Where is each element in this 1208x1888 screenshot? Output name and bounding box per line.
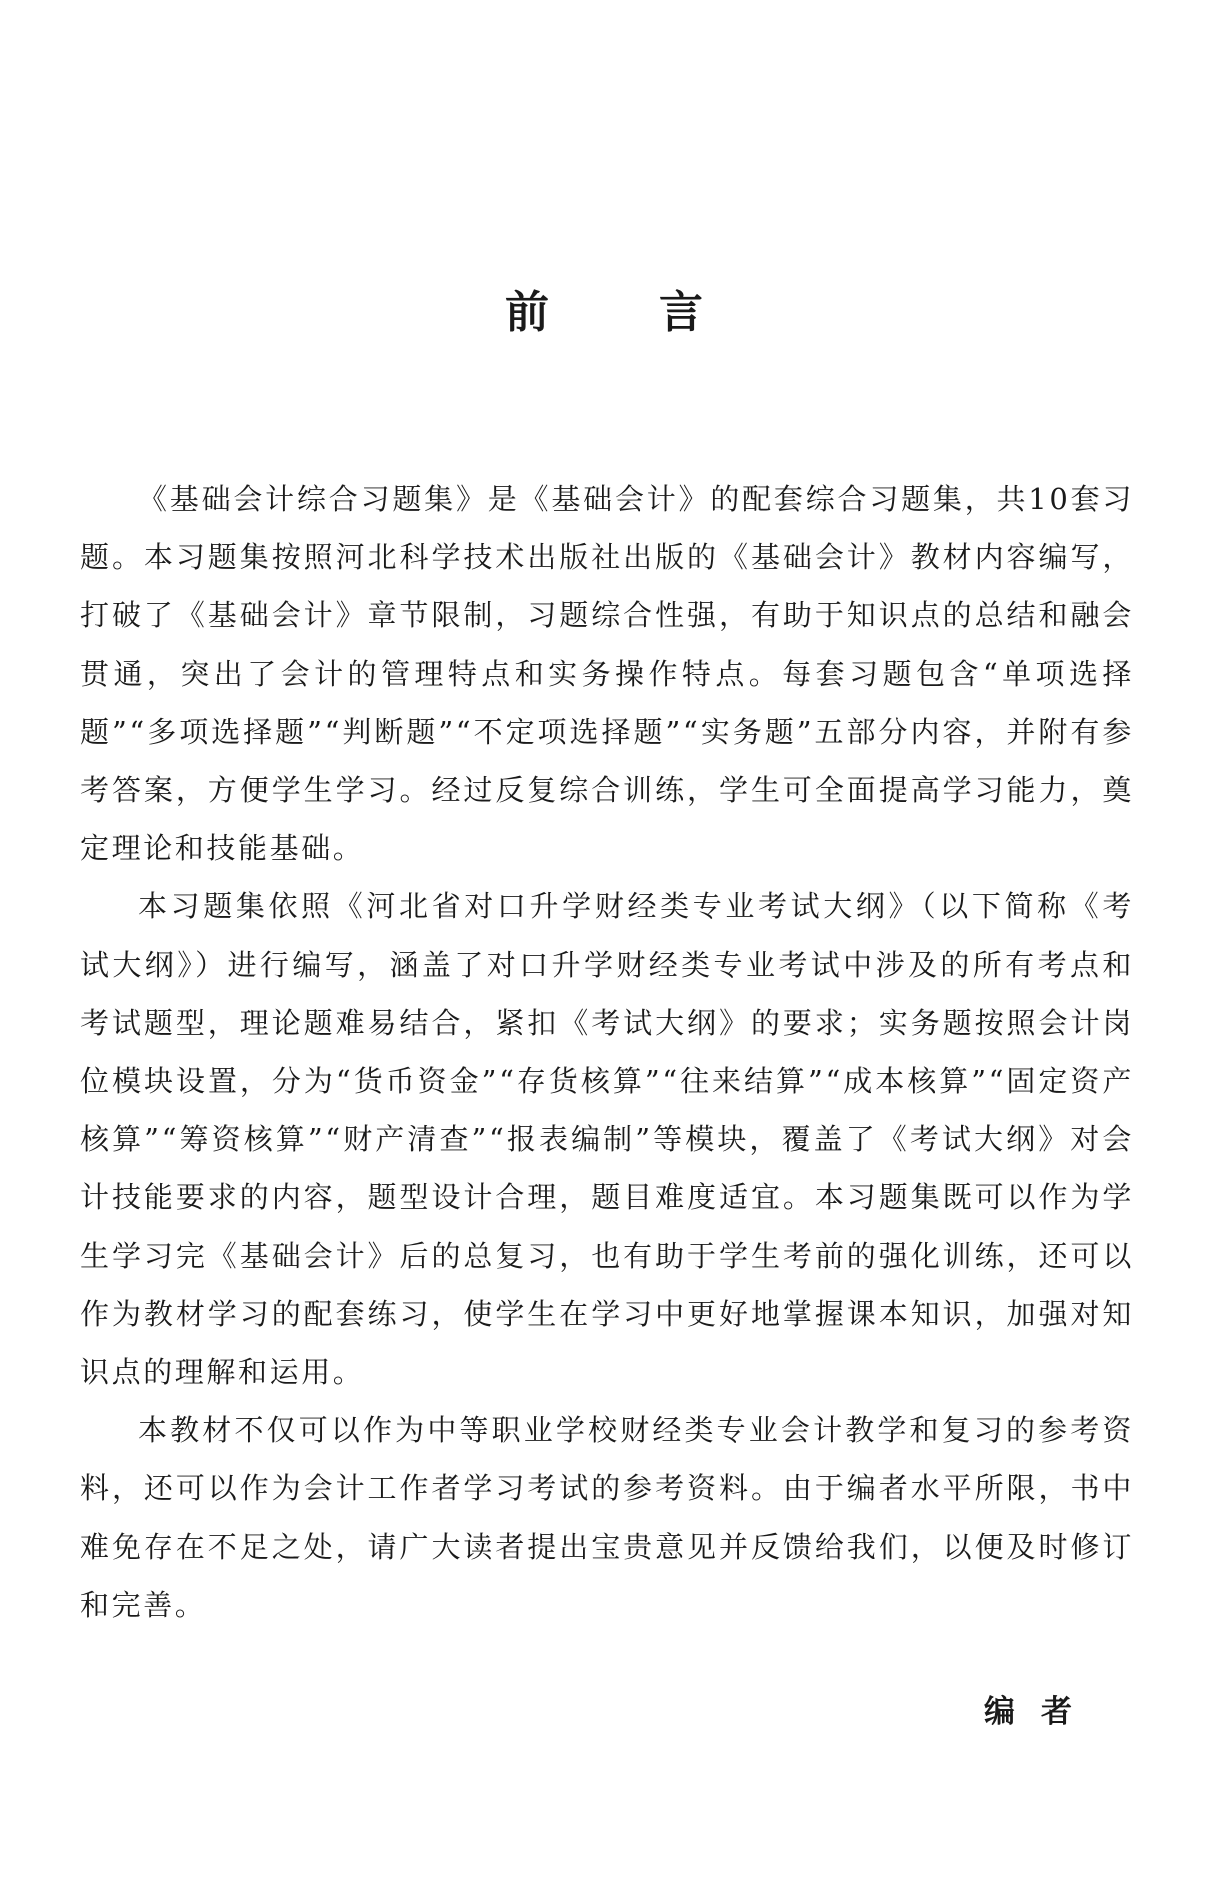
signature-char-1: 编 <box>984 1694 1015 1730</box>
paragraph-1: 《基础会计综合习题集》是《基础会计》的配套综合习题集，共10套习题。本习题集按照河北科学技术出版社出版的《基础会计》教材内容编写，打破了《基础会计》章节限制，习题综合性强，有助于知识点的总结和融会贯通，突出了会计的管理特点和实务操作特点。每套习题包含“单项选择题”“多项选择题”“判断题”“不定项选择题”“实务题”五部分内容，并附有参考答案，方便学生学习。经过反复综合训练，学生可全面提高学习能力，奠定理论和技能基础。 <box>80 482 1134 866</box>
author-signature <box>984 1692 1072 1732</box>
page-title <box>0 285 1208 341</box>
paragraph-2: 本习题集依照《河北省对口升学财经类专业考试大纲》（以下简称《考试大纲》）进行编写，涵盖了对口升学财经类专业考试中涉及的所有考点和考试题型，理论题难易结合，紧扣《考试大纲》的要求；实务题按照会计岗位模块设置，分为“货币资金”“存货核算”“往来结算”“成本核算”“固定资产核算”“筹资核算”“财产清查”“报表编制”等模块，覆盖了《考试大纲》对会计技能要求的内容，题型设计合理，题目难度适宜。本习题集既可以作为学生学习完《基础会计》后的总复习，也有助于学生考前的强化训练，还可以作为教材学习的配套练习，使学生在学习中更好地掌握课本知识，加强对知识点的理解和运用。 <box>80 889 1134 1390</box>
preface-body <box>80 470 1134 1634</box>
title-char-1: 前 <box>505 287 549 339</box>
paragraph-3: 本教材不仅可以作为中等职业学校财经类专业会计教学和复习的参考资料，还可以作为会计工作者学习考试的参考资料。由于编者水平所限，书中难免存在不足之处，请广大读者提出宝贵意见并反馈给我们，以便及时修订和完善。 <box>80 1413 1134 1622</box>
title-char-2: 言 <box>659 287 703 339</box>
signature-char-2: 者 <box>1041 1694 1072 1730</box>
